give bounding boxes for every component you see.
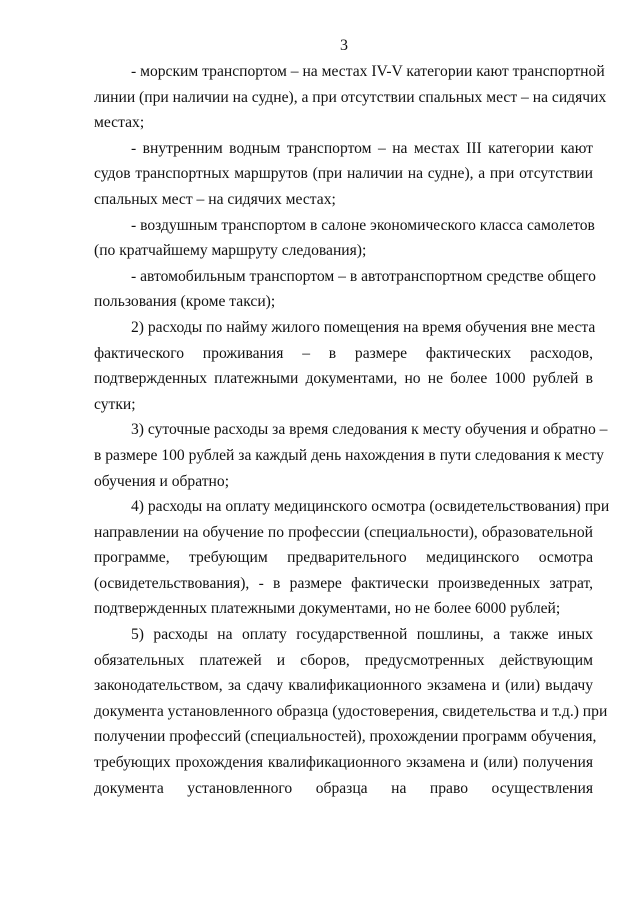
- page-number: 3: [340, 37, 348, 54]
- text-line: спальных мест – на сидячих местах;: [94, 190, 336, 208]
- text-line: обязательных платежей и сборов, предусмотренных действующим: [94, 651, 593, 669]
- document-body: [94, 59, 610, 801]
- text-line: 2) расходы по найму жилого помещения на время обучения вне места: [131, 318, 596, 336]
- text-line: местах;: [94, 114, 145, 132]
- text-line: направлении на обучение по профессии (специальности), образовательной: [94, 523, 593, 541]
- text-line: 3) суточные расходы за время следования к месту обучения и обратно –: [131, 421, 608, 439]
- text-line: фактического проживания – в размере фактических расходов,: [94, 344, 593, 362]
- text-line: в размере 100 рублей за каждый день нахождения в пути следования к месту: [94, 446, 604, 464]
- text-line: законодательством, за сдачу квалификационного экзамена и (или) выдачу: [94, 677, 593, 695]
- text-line: - воздушным транспортом в салоне экономического класса самолетов: [131, 216, 595, 234]
- text-line: подтвержденных платежными документами, но не более 1000 рублей в: [94, 370, 593, 388]
- text-line: сутки;: [94, 395, 136, 413]
- text-line: получении профессий (специальностей), прохождении программ обучения,: [94, 728, 597, 746]
- text-line: программе, требующим предварительного медицинского осмотра: [94, 549, 593, 567]
- text-line: - внутренним водным транспортом – на местах III категории кают: [131, 139, 593, 157]
- text-line: обучения и обратно;: [94, 472, 230, 490]
- text-line: (освидетельствования), - в размере фактически произведенных затрат,: [94, 574, 593, 592]
- text-line: пользования (кроме такси);: [94, 293, 276, 311]
- text-line: - морским транспортом – на местах IV-V категории кают транспортной: [131, 63, 605, 80]
- text-line: линии (при наличии на судне), а при отсутствии спальных мест – на сидячих: [94, 88, 607, 106]
- text-line: документа установленного образца (удостоверения, свидетельства и т.д.) при: [94, 702, 608, 720]
- text-line: требующих прохождения квалификационного экзамена и (или) получения: [94, 754, 593, 772]
- text-line: (по кратчайшему маршруту следования);: [94, 242, 367, 260]
- text-line: 4) расходы на оплату медицинского осмотра (освидетельствования) при: [131, 498, 610, 516]
- text-line: подтвержденных платежными документами, но не более 6000 рублей;: [94, 600, 561, 618]
- text-line: 5) расходы на оплату государственной пошлины, а также иных: [131, 626, 593, 644]
- text-line: - автомобильным транспортом – в автотранспортном средстве общего: [131, 267, 596, 285]
- text-line: документа установленного образца на право осуществления: [94, 779, 593, 797]
- text-line: судов транспортных маршрутов (при наличии на судне), а при отсутствии: [94, 165, 593, 183]
